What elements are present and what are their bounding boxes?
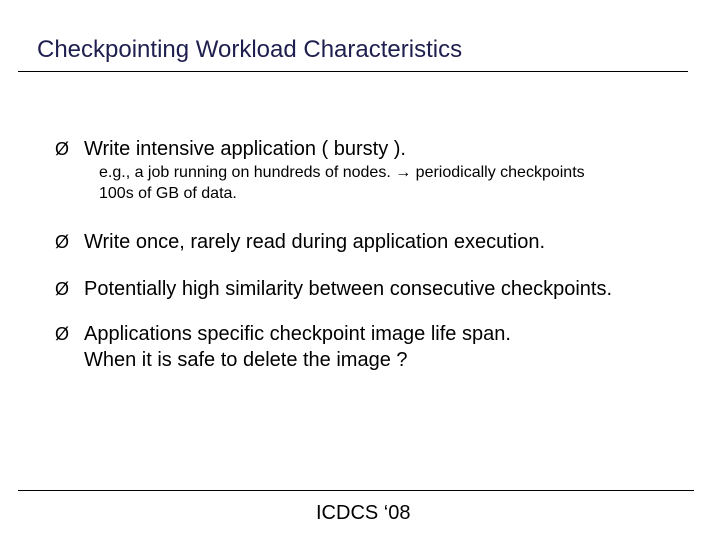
bullet-4-continuation: When it is safe to delete the image ? (84, 349, 408, 371)
bullet-4-text: Applications specific checkpoint image life span. (84, 323, 511, 345)
arrow-bullet-icon: Ø (55, 279, 70, 299)
footer-divider (18, 490, 694, 491)
slide-title: Checkpointing Workload Characteristics (37, 36, 463, 63)
footer-label: ICDCS ‘08 (316, 502, 411, 524)
bullet-2-text: Write once, rarely read during application execution. (84, 231, 545, 253)
sub-line-2: 100s of GB of data. (99, 185, 237, 202)
bullet-1-text: Write intensive application ( bursty ). (84, 138, 406, 160)
arrow-bullet-icon: Ø (55, 232, 70, 252)
title-divider (18, 71, 688, 72)
arrow-bullet-icon: Ø (55, 139, 70, 159)
arrow-bullet-icon: Ø (55, 324, 70, 344)
bullet-3-text: Potentially high similarity between consecutive checkpoints. (84, 278, 613, 300)
sub-line-1: e.g., a job running on hundreds of nodes. → periodically checkpoints (99, 164, 585, 181)
